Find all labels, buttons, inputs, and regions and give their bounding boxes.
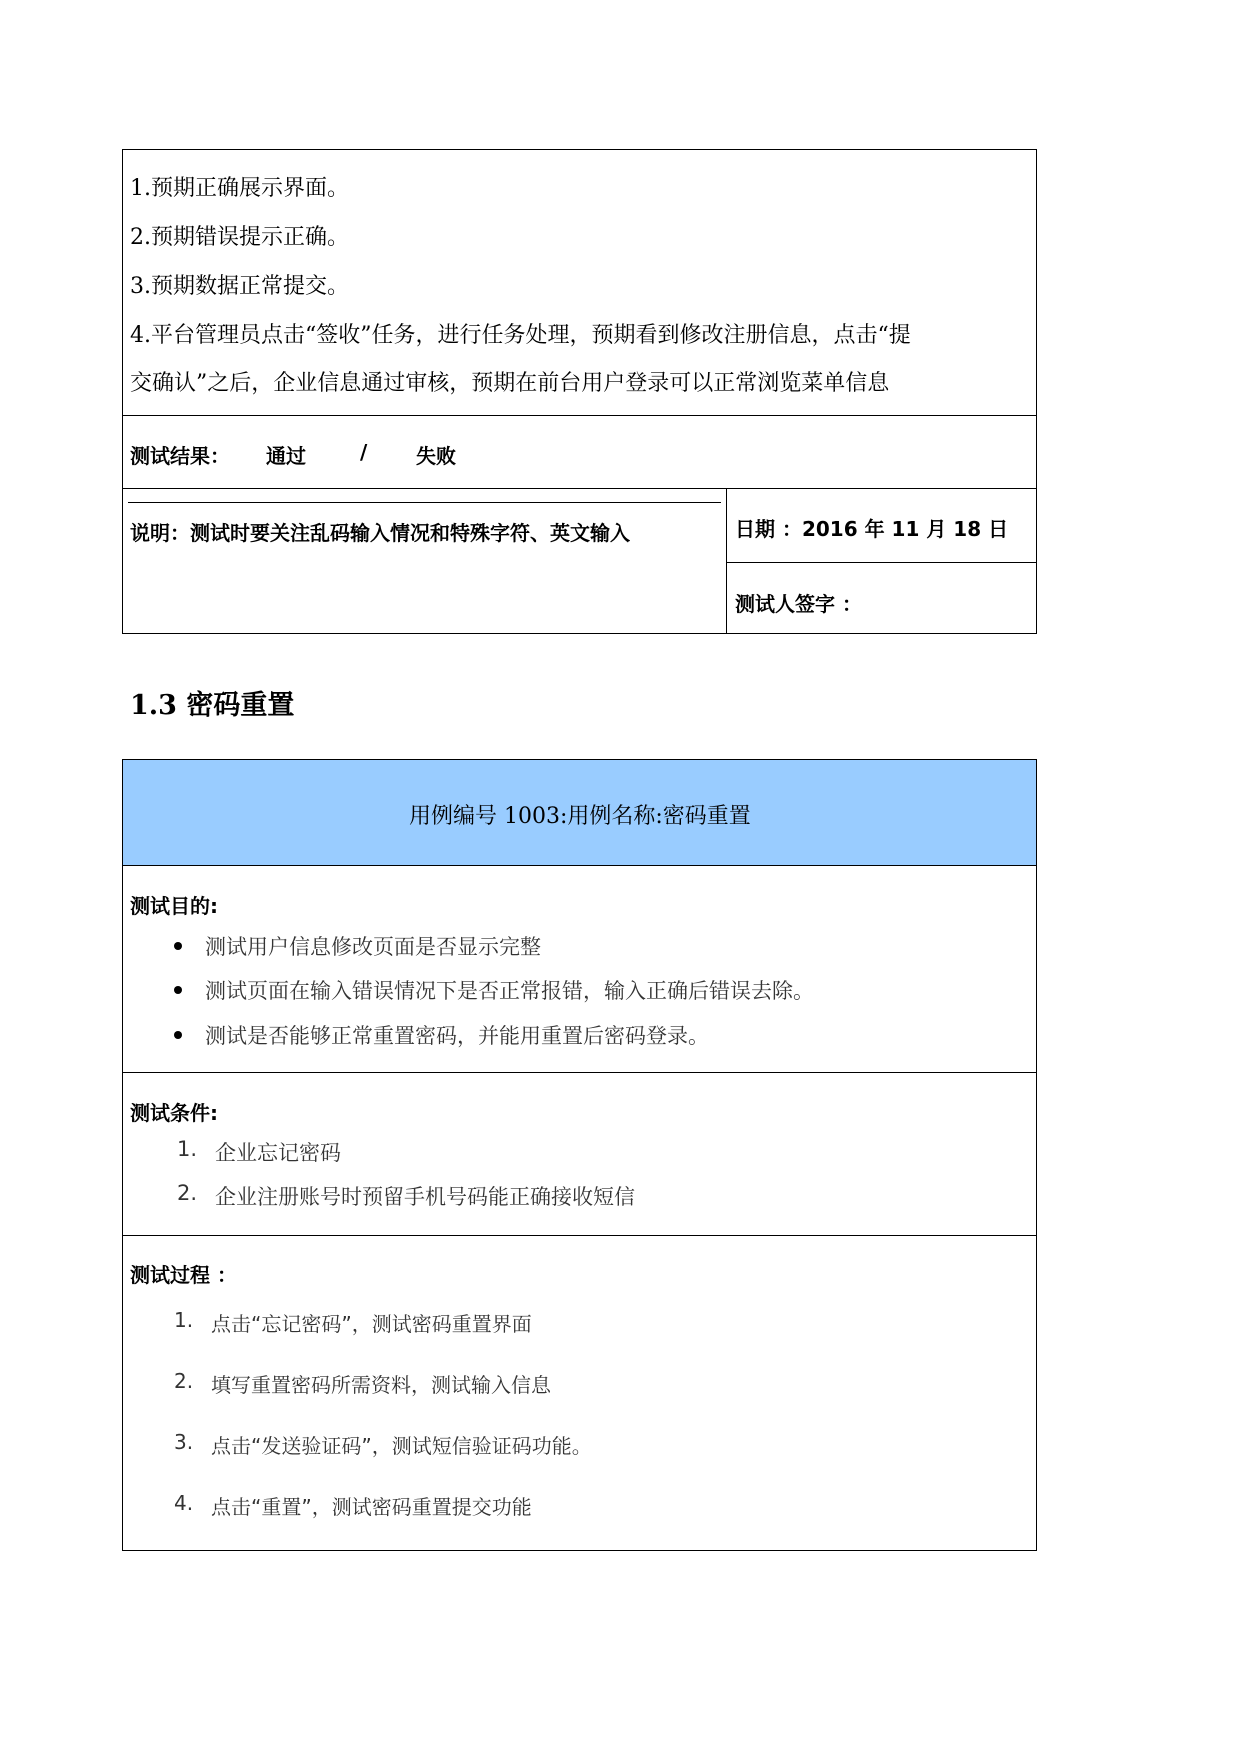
process-step: 点击“发送验证码”，测试短信验证码功能。 xyxy=(211,1434,592,1458)
purpose-item: 测试用户信息修改页面是否显示完整 xyxy=(205,935,541,959)
condition-item: 企业忘记密码 xyxy=(215,1141,341,1165)
test-date: 日期 ：2016 年 11 月 18 日 xyxy=(735,517,1009,541)
condition-label: 测试条件: xyxy=(130,1101,218,1125)
row-divider xyxy=(122,1072,1037,1073)
expected-line-2: 2.预期错误提示正确。 xyxy=(130,225,349,250)
process-number: 1. xyxy=(174,1308,194,1332)
bullet-icon xyxy=(174,942,182,950)
purpose-item: 测试是否能够正常重置密码，并能用重置后密码登录。 xyxy=(205,1024,709,1048)
section-heading: 1.3 密码重置 xyxy=(130,690,295,721)
process-step: 点击“重置”，测试密码重置提交功能 xyxy=(211,1495,532,1519)
condition-number: 1. xyxy=(177,1137,198,1161)
purpose-item: 测试页面在输入错误情况下是否正常报错，输入正确后错误去除。 xyxy=(205,979,814,1003)
tester-signature: 测试人签字 ： xyxy=(735,592,862,616)
result-fail: 失败 xyxy=(416,444,456,468)
table-header-title: 用例编号 1003:用例名称:密码重置 xyxy=(409,804,751,829)
inner-rule xyxy=(128,502,721,503)
purpose-label: 测试目的: xyxy=(130,894,218,918)
process-number: 2. xyxy=(174,1369,194,1393)
expected-line-3: 3.预期数据正常提交。 xyxy=(130,274,349,299)
condition-item: 企业注册账号时预留手机号码能正确接收短信 xyxy=(215,1185,635,1209)
expected-line-1: 1.预期正确展示界面。 xyxy=(130,176,349,201)
bullet-icon xyxy=(174,986,182,994)
row-divider xyxy=(122,865,1037,866)
column-divider xyxy=(726,488,727,634)
row-divider xyxy=(122,415,1037,416)
expected-line-4: 4.平台管理员点击“签收”任务，进行任务处理，预期看到修改注册信息，点击“提 xyxy=(130,323,911,348)
process-step: 填写重置密码所需资料，测试输入信息 xyxy=(211,1373,551,1397)
row-divider xyxy=(122,488,1037,489)
result-pass: 通过 xyxy=(266,444,306,468)
row-divider xyxy=(726,562,1037,563)
bullet-icon xyxy=(174,1031,182,1039)
process-label: 测试过程 ： xyxy=(130,1263,237,1287)
row-divider xyxy=(122,1235,1037,1236)
process-number: 3. xyxy=(174,1430,194,1454)
result-label: 测试结果： xyxy=(130,444,230,468)
result-separator: / xyxy=(360,440,368,464)
process-number: 4. xyxy=(174,1491,194,1515)
test-note: 说明：测试时要关注乱码输入情况和特殊字符、英文输入 xyxy=(130,521,630,545)
condition-number: 2. xyxy=(177,1181,198,1205)
process-step: 点击“忘记密码”，测试密码重置界面 xyxy=(211,1312,532,1336)
expected-line-5: 交确认”之后，企业信息通过审核，预期在前台用户登录可以正常浏览菜单信息 xyxy=(130,371,890,396)
